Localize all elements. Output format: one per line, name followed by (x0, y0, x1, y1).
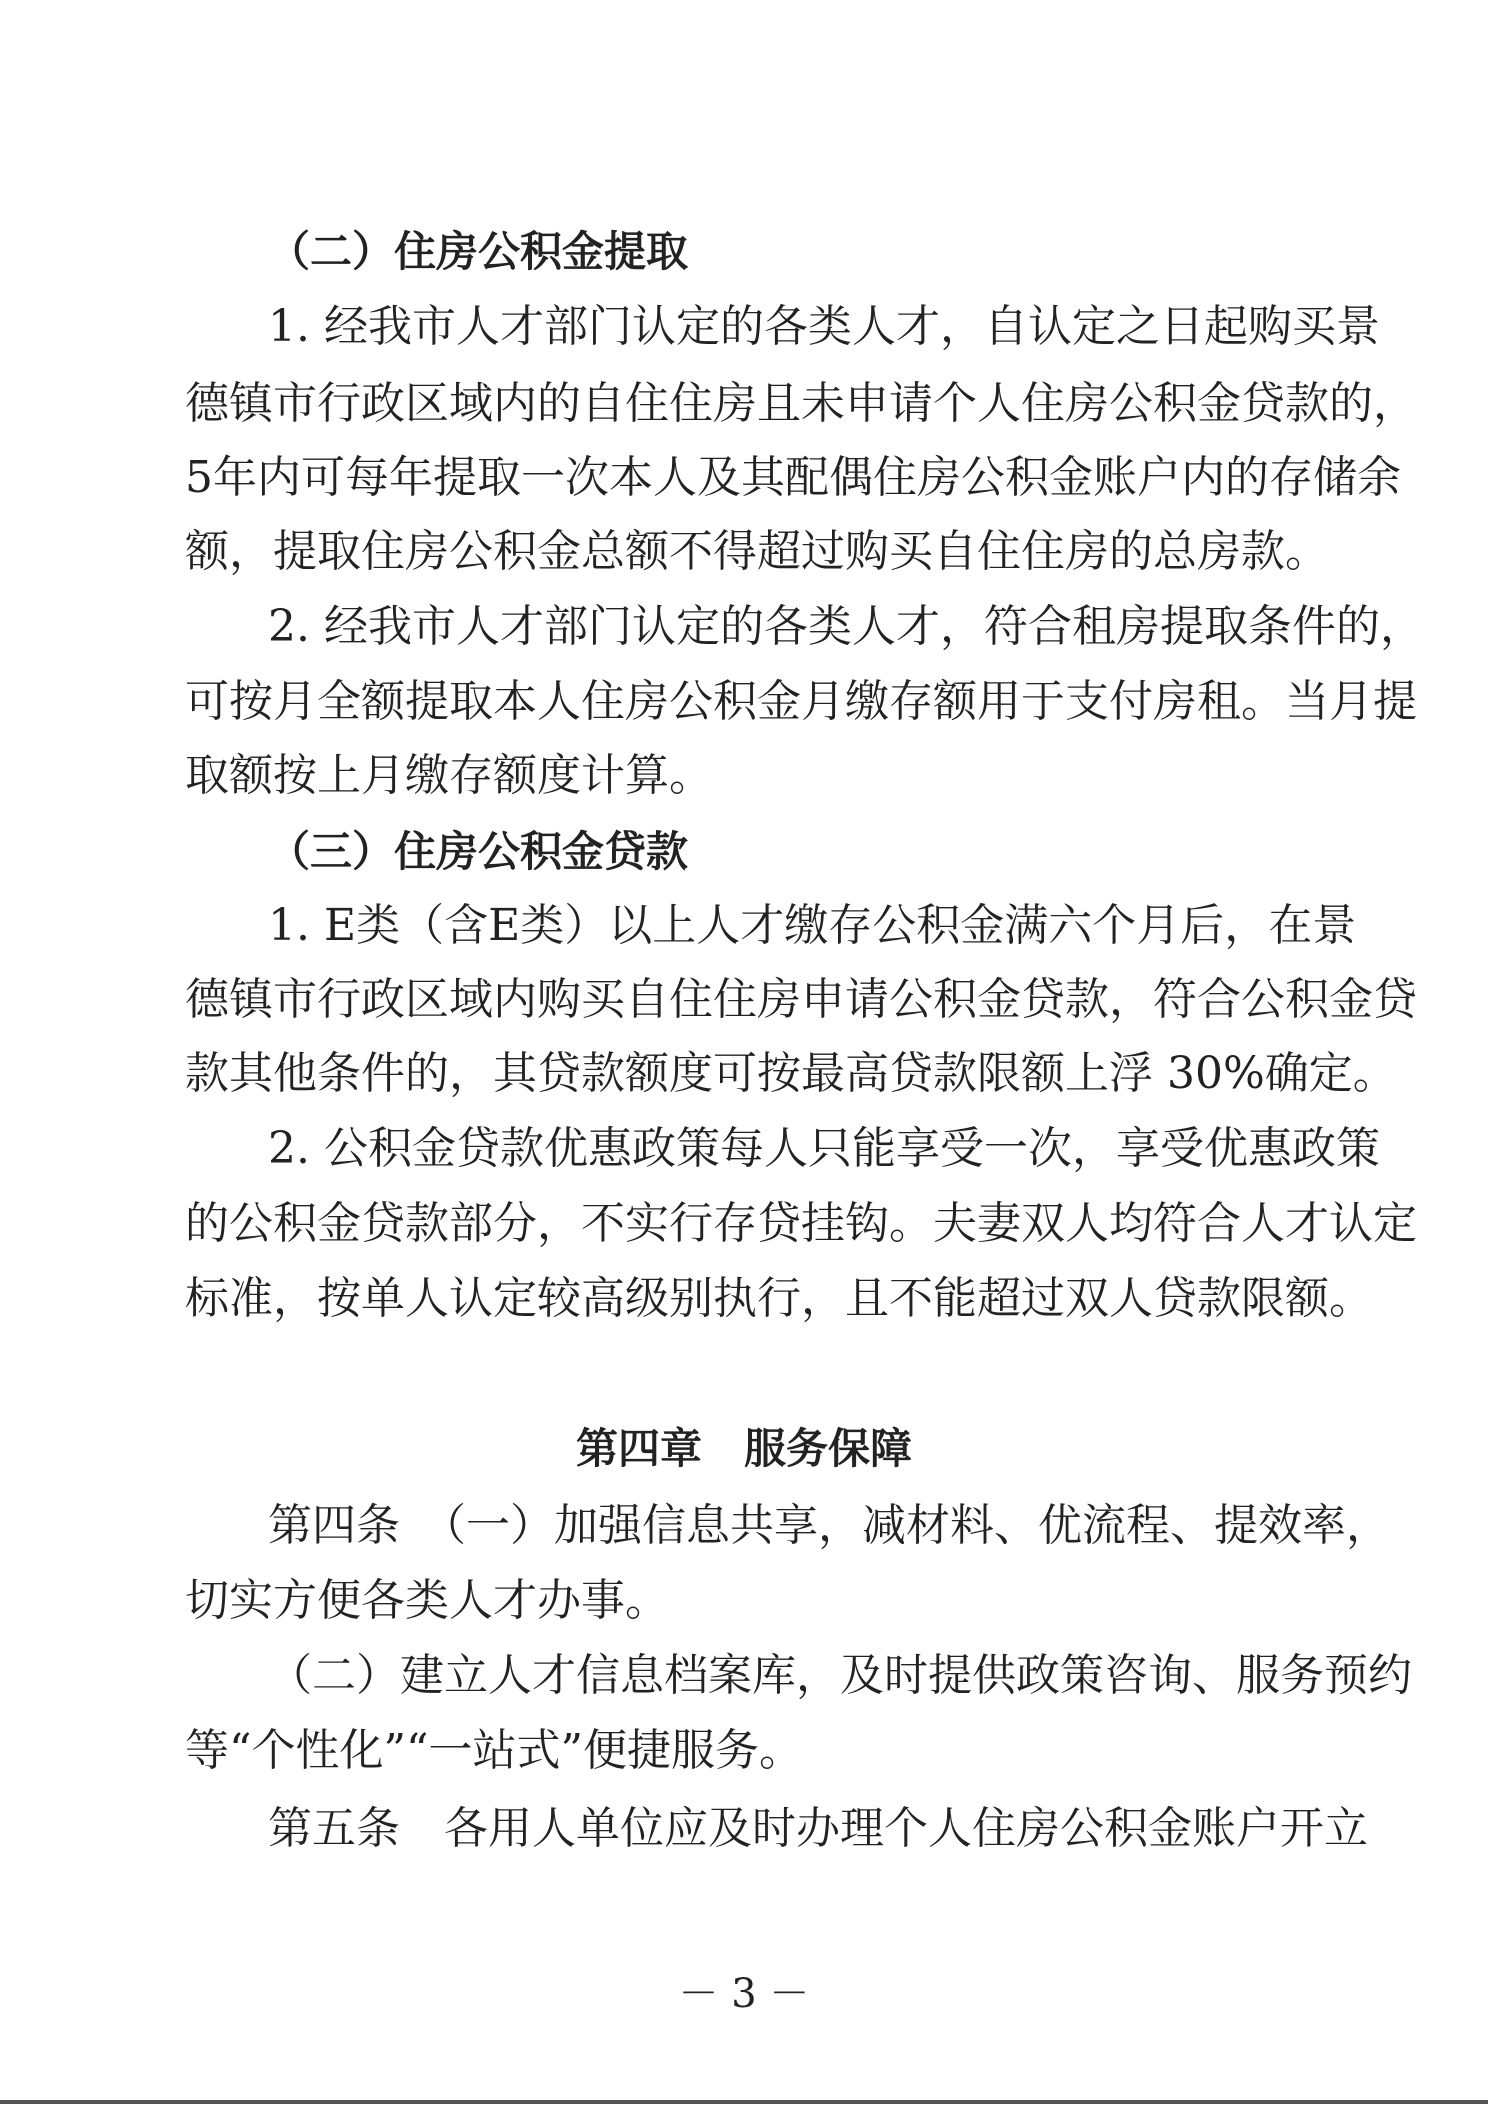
section2-heading: （二）住房公积金提取 (268, 227, 689, 276)
chapter4-heading: 第四章 服务保障 (575, 1424, 912, 1473)
scan-bottom-edge (0, 2100, 1488, 2104)
page-number: － 3 － (678, 1971, 810, 2017)
paragraph-line: 2. 公积金贷款优惠政策每人只能享受一次，享受优惠政策 (268, 1123, 1380, 1174)
paragraph-line: 款其他条件的，其贷款额度可按最高贷款限额上浮 30%确定。 (185, 1048, 1397, 1099)
paragraph-line: 第四条 （一）加强信息共享，减材料、优流程、提效率， (268, 1500, 1390, 1551)
paragraph-line: 德镇市行政区域内购买自住住房申请公积金贷款，符合公积金贷 (185, 974, 1417, 1025)
paragraph-line: 第五条 各用人单位应及时办理个人住房公积金账户开立 (268, 1803, 1368, 1854)
paragraph-line: 1. E类（含E类）以上人才缴存公积金满六个月后，在景 (268, 900, 1357, 951)
paragraph-line: 2. 经我市人才部门认定的各类人才，符合租房提取条件的， (268, 601, 1424, 652)
paragraph-line: 取额按上月缴存额度计算。 (185, 750, 713, 801)
paragraph-line: 德镇市行政区域内的自住住房且未申请个人住房公积金贷款的， (185, 378, 1417, 429)
paragraph-line: 的公积金贷款部分，不实行存贷挂钩。夫妻双人均符合人才认定 (185, 1198, 1417, 1249)
paragraph-line: 1. 经我市人才部门认定的各类人才，自认定之日起购买景 (268, 301, 1380, 352)
paragraph-line: 标准，按单人认定较高级别执行，且不能超过双人贷款限额。 (185, 1273, 1373, 1324)
paragraph-line: （二）建立人才信息档案库，及时提供政策咨询、服务预约 (268, 1650, 1412, 1701)
paragraph-line: 切实方便各类人才办事。 (185, 1575, 669, 1626)
paragraph-line: 等“个性化”“一站式”便捷服务。 (185, 1725, 803, 1776)
paragraph-line: 可按月全额提取本人住房公积金月缴存额用于支付房租。当月提 (185, 676, 1417, 727)
paragraph-line: 额，提取住房公积金总额不得超过购买自住住房的总房款。 (185, 526, 1329, 577)
paragraph-line: 5年内可每年提取一次本人及其配偶住房公积金账户内的存储余 (185, 452, 1401, 503)
section3-heading: （三）住房公积金贷款 (268, 827, 689, 876)
